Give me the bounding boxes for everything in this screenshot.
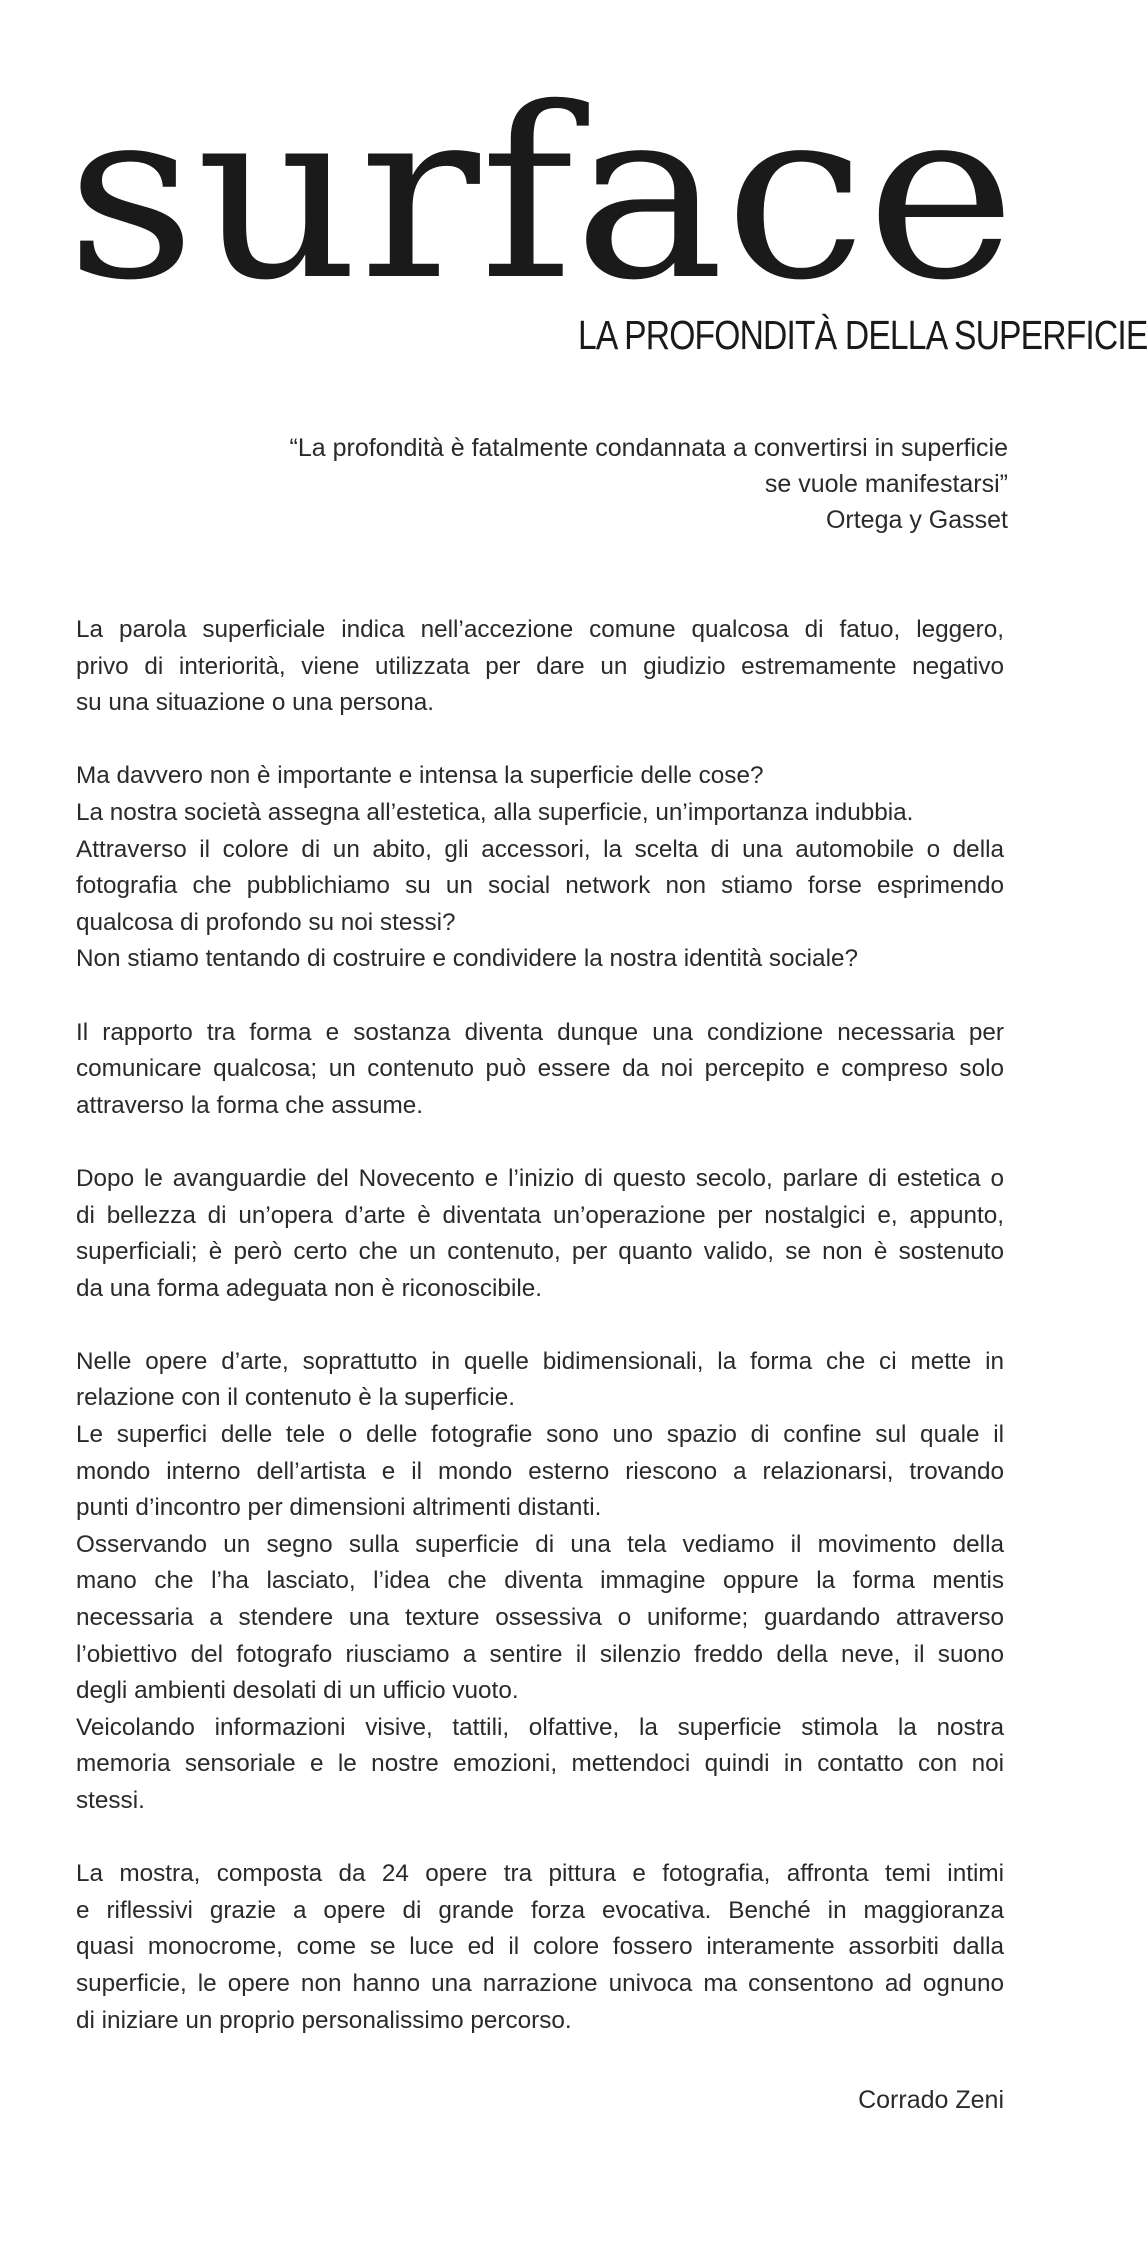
body-line: Attraverso il colore di un abito, gli accessori, la scelta di una automobile o della (76, 835, 1004, 863)
body-line: fotografia che pubblichiamo su un social network non stiamo forse esprimendo (76, 872, 1004, 900)
body-line: necessaria a stendere una texture ossessiva o uniforme; guardando attraverso (76, 1604, 1004, 1632)
logo-wordmark: surface (66, 57, 1016, 332)
body-line: degli ambienti desolati di un ufficio vuoto. (76, 1677, 519, 1705)
body-line: quasi monocrome, come se luce ed il colore fossero interamente assorbiti dalla (76, 1933, 1004, 1961)
body-paragraph (76, 1015, 1004, 1125)
body-line: l’obiettivo del fotografo riusciamo a sentire il silenzio freddo della neve, il suono (76, 1640, 1004, 1668)
body-line: comunicare qualcosa; un contenuto può essere da noi percepito e compreso solo (76, 1055, 1004, 1083)
quote-line: “La profondità è fatalmente condannata a convertirsi in superficie (289, 434, 1008, 462)
body-paragraph (76, 758, 1004, 978)
body-line: mondo interno dell’artista e il mondo esterno riescono a relazionarsi, trovando (76, 1457, 1004, 1485)
body-line: e riflessivi grazie a opere di grande forza evocativa. Benché in maggioranza (76, 1896, 1004, 1924)
quote-author: Ortega y Gasset (825, 506, 1008, 534)
body-line: su una situazione o una persona. (76, 689, 434, 717)
body-line: Ma davvero non è importante e intensa la superficie delle cose? (76, 762, 764, 790)
body-line: privo di interiorità, viene utilizzata per dare un giudizio estremamente negativo (76, 652, 1004, 680)
body-line: qualcosa di profondo su noi stessi? (76, 908, 456, 936)
body-paragraph (76, 1856, 1004, 2039)
body-line: di bellezza di un’opera d’arte è diventata un’operazione per nostalgici e, appunto, (76, 1201, 1004, 1229)
body-line: Le superfici delle tele o delle fotografie sono uno spazio di confine sul quale il (76, 1421, 1004, 1449)
body-line: relazione con il contenuto è la superficie. (76, 1384, 515, 1412)
body-paragraph (76, 1344, 1004, 1820)
body-line: Osservando un segno sulla superficie di una tela vediamo il movimento della (76, 1530, 1004, 1558)
body-line: Nelle opere d’arte, soprattutto in quelle bidimensionali, la forma che ci mette in (76, 1347, 1004, 1375)
epigraph-quote (148, 430, 1008, 538)
body-line: La nostra società assegna all’estetica, alla superficie, un’importanza indubbia. (76, 798, 914, 826)
body-paragraph (76, 612, 1004, 722)
body-line: superficiali; è però certo che un contenuto, per quanto valido, se non è sostenuto (76, 1238, 1004, 1266)
body-line: Dopo le avanguardie del Novecento e l’inizio di questo secolo, parlare di estetica o (76, 1164, 1004, 1192)
body-line: punti d’incontro per dimensioni altrimenti distanti. (76, 1494, 602, 1522)
body-line: La parola superficiale indica nell’accezione comune qualcosa di fatuo, leggero, (76, 616, 1004, 643)
body-line: da una forma adeguata non è riconoscibile. (76, 1274, 543, 1302)
article-body (76, 612, 1004, 2076)
body-line: attraverso la forma che assume. (76, 1091, 424, 1119)
body-line: Il rapporto tra forma e sostanza diventa dunque una condizione necessaria per (76, 1018, 1004, 1046)
body-paragraph (76, 1161, 1004, 1307)
body-line: superficie, le opere non hanno una narrazione univoca ma consentono ad ognuno (76, 1969, 1004, 1997)
signature: Corrado Zeni (858, 2086, 1004, 2114)
body-line: memoria sensoriale e le nostre emozioni, mettendoci quindi in contatto con noi (76, 1750, 1004, 1778)
body-line: stessi. (76, 1787, 145, 1814)
quote-line: se vuole manifestarsi” (764, 470, 1008, 498)
body-line: Veicolando informazioni visive, tattili, olfattive, la superficie stimola la nostra (76, 1713, 1004, 1741)
body-line: La mostra, composta da 24 opere tra pittura e fotografia, affronta temi intimi (76, 1860, 1004, 1888)
body-line: di iniziare un proprio personalissimo percorso. (76, 2006, 572, 2034)
body-line: Non stiamo tentando di costruire e condividere la nostra identità sociale? (76, 945, 858, 973)
body-line: mano che l’ha lasciato, l’idea che diventa immagine oppure la forma mentis (76, 1567, 1004, 1595)
subtitle: LA PROFONDITÀ DELLA SUPERFICIE (578, 312, 1148, 358)
